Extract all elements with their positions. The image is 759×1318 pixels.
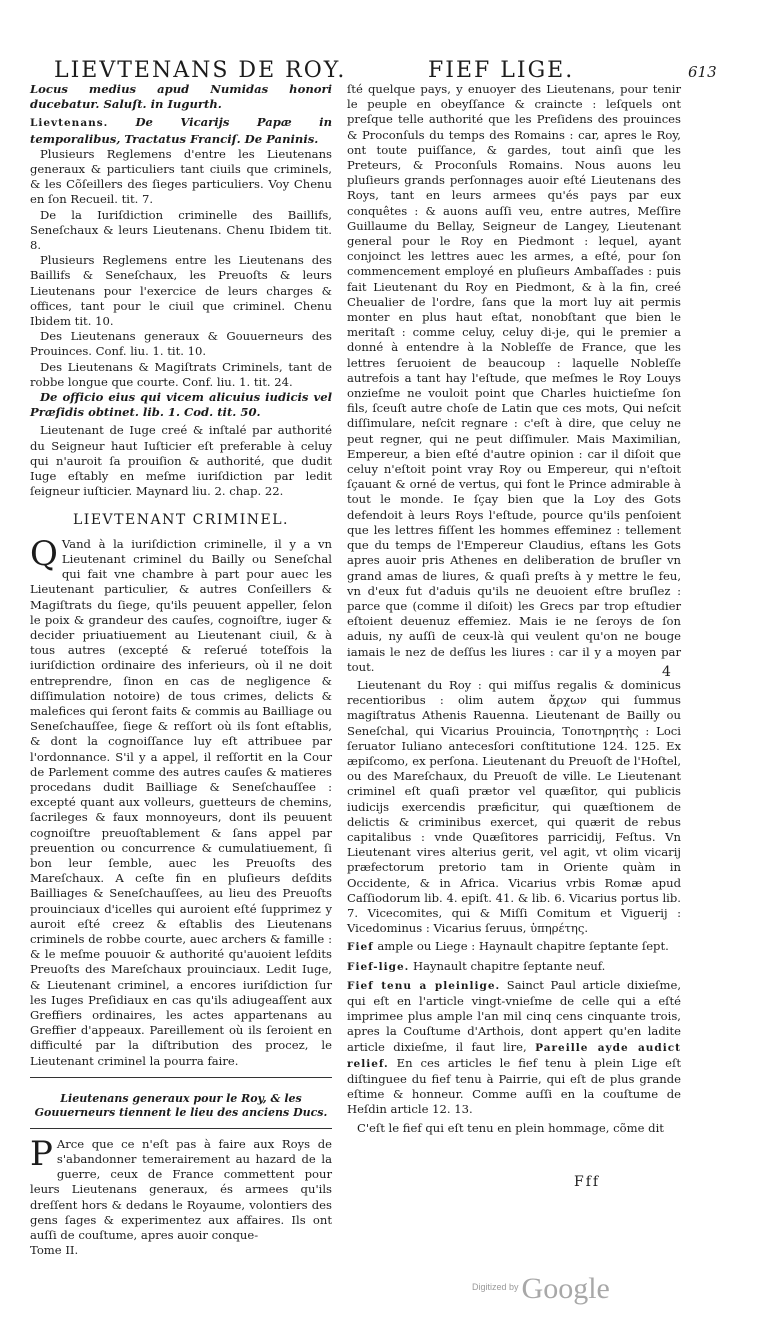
paragraph-roys-text: Arce que ce n'eſt pas à faire aux Roys de s'abandonner temerairement au hazard de la guerre, ceux de France commettent pour leurs Lieutenans generaux, és armees qu'ils dreſſent hors & dedans le Royaume, volontiers des gens ſages & experimentez aux affaires. Ils ont auſſi de couſtume, apres auoir conque-	[30, 1136, 332, 1243]
paragraph-iurisdiction: De la Iuriſdiction criminelle des Baillifs, Seneſchaux & leurs Lieutenans. Chenu Ibidem tit. 8.	[30, 207, 332, 253]
paragraph-criminel	[30, 533, 332, 1069]
margin-mark: 4	[662, 664, 671, 680]
entry-lead: Lievtenans.	[30, 117, 109, 130]
page-number: 613	[688, 63, 717, 81]
google-watermark	[472, 1272, 610, 1306]
paragraph-criminel-text: Vand à la iuriſdiction criminelle, il y a vn Lieutenant criminel du Bailly ou Seneſchal qui fait vne chambre à part pour auec les Lieutenant particulier, & autres Conſeillers & Magiſtrats du ſiege, qu'ils peuuent appeller, ſelon le poix & grandeur des cauſes, cognoiſtre, iuger & decider priuatiuement au Lieutenant ciuil, & à tous autres (excepté & reſerué toteſfois la iuriſdiction ordinaire des inferieurs, où il ne doit entreprendre, ſinon en cas de negligence & diſſimulation notoire) de tous crimes, delicts & malefices qui ſeront faits & commis au Bailliage ou Seneſchauſſee, ſiege & reſſort où ils ſont eſtablis, & dont la cognoiſſance luy eſt attribuee par l'ordonnance. S'il y a appel, il reſſortit en la Cour de Parlement comme des autres cauſes & matieres procedans dudit Bailliage & Seneſchauſſee : excepté quant aux volleurs, guetteurs de chemins, ſacrileges & faux monnoyeurs, dont ils peuuent cognoiſtre preuoſtablement & ſans appel par preuention ou concurrence & cumulatiuement, ſi bon leur ſemble, auec les Preuoſts des Mareſchaux. A ceſte fin en pluſieurs deſdits Bailliages & Seneſchauſſees, au lieu des Preuoſts prouinciaux d'icelles qui auroient eſté ſupprimez y auroit eſté creez & eſtablis des Lieutenans criminels de robbe courte, auec archers & famille : & le meſme pouuoir & authorité qu'auoient leſdits Preuoſts des Mareſchaux prouinciaux. Ledit Iuge, & Lieutenant criminel, a encores iuriſdiction ſur les Iuges Preſidiaux en cas qu'ils adiugeaſſent aux Greffiers ordinaires, les actes appartenans au Greffier d'appeaux. Pareillement où ils ſeroient en difficulté par la diſtribution des procez, le Lieutenant criminel la pourra faire.	[30, 536, 332, 1068]
watermark-small-text: Digitized by	[472, 1282, 519, 1292]
left-column	[30, 82, 332, 1258]
running-head-right: FIEF LIGE.	[428, 58, 575, 83]
paragraph-reglemens-2: Plusieurs Reglemens entre les Lieutenans des Baillifs & Seneſchaux, les Preuoſts & leurs Lieutenans pour l'exercice de leurs charges & offices, tant pour le ciuil que criminel. Chenu Ibidem tit. 10.	[30, 253, 332, 329]
entry-fief-ample	[347, 939, 681, 955]
entry-ref: De Vicarijs Papæ in temporalibus, Tractatus Franciſ. De Paninis.	[30, 115, 333, 146]
paragraph-magistrats: Des Lieutenans & Magiſtrats Criminels, tant de robbe longue que courte. Conf. liu. 1. tit. 24.	[30, 359, 332, 389]
signature-mark: Fff	[574, 1174, 601, 1190]
paragraph-gouverneurs: Des Lieutenans generaux & Gouuerneurs des Prouinces. Conf. liu. 1. tit. 10.	[30, 329, 332, 359]
entry-fief-lige	[347, 959, 681, 975]
paragraph-iuge: Lieutenant de Iuge creé & inſtalé par authorité du Seigneur haut Iuſticier eſt preferable à celuy qui n'auroit ſa prouiſion & authorité, que dudit Iuge eſtably en meſme iuriſdiction par ledit ſeigneur iuſticier. Maynard liu. 2. chap. 22.	[30, 423, 332, 499]
section-divider-2	[30, 1128, 332, 1129]
paragraph-conquete: ſté quelque pays, y enuoyer des Lieutenans, pour tenir le peuple en obeyſſance & craincte : leſquels ont preſque telle authorité que les Preſidens des prouinces & Proconſuls du temps des Romains : car, apres le Roy, ont toute puiſſance, & gardes, tout ainſi que les Preteurs, & Proconſuls Romains. Nous auons leu pluſieurs grands perſonnages auoir eſté Lieutenans des Roys, tant en leurs armees qu'és pays par eux conquêtes : & auons auſſi veu, entre autres, Meſſire Guillaume du Bellay, Seigneur de Langey, Lieutenant general pour le Roy en Piedmont : lequel, ayant conjoinct les lettres auec les armes, a eſté, pour ſon commencement employé en pluſieurs Ambaſſades : puis fait Lieutenant du Roy en Piedmont, & à la fin, creé Cheualier de l'ordre, ſans que la mort luy ait permis monter en plus haut eſtat, nonobſtant que bien le meritaſt : comme celuy, celuy di-je, qui le premier a donné à entendre à la Nobleſſe de France, que les lettres ſeruoient de beaucoup : laquelle Nobleſſe autrefois a tant hay l'eſtude, que meſmes le Roy Louys onzieſme ne vouloit point que Charles huictieſme ſon fils, ſceuſt autre choſe de Latin que ces mots, Qui neſcit diſſimulare, neſcit regnare : c'eſt à dire, que celuy ne peut regner, qui ne peut diſſimuler. Mais Maximilian, Empereur, a bien eſté d'autre opinion : car il diſoit que celuy n'eſtoit point vray Roy ou Empereur, qui n'eſtoit ſçauant & orné de vertus, qui font le Prince admirable à tout le monde. Ie ſçay bien que la Loy des Gots defendoit à leurs Roys l'eſtude, pource qu'ils penſoient que les lettres fiſſent les hommes effeminez : tellement que du temps de l'Empereur Claudius, eſtans les Gots apres auoir pris Athenes en deliberation de bruſler vn grand amas de liures, & quaſi preſts à y mettre le feu, vn d'eux fut d'aduis qu'ils ne deuoient eſtre bruſlez : parce que (comme il diſoit) les Grecs par trop eſtudier eſtoient deuenuz effemiez. Mais ie ne ſeroys de ſon aduis, ny auſſi de ceux-là qui veulent qu'on ne bouge iamais le nez de deſſus les liures : car il y a moyen par tout.	[347, 82, 681, 674]
drop-cap-p: P	[30, 1133, 53, 1174]
subsection-title-ducs: Lieutenans generaux pour le Roy, & les Gouuerneurs tiennent le lieu des anciens Ducs.	[34, 1091, 328, 1119]
section-divider	[30, 1077, 332, 1078]
entry-fief-lige-text: Haynault chapitre ſeptante neuf.	[412, 958, 606, 973]
section-title-criminel: LIEVTENANT CRIMINEL.	[73, 512, 289, 529]
entry-fief-tenu-text: Sainct Paul article dixieſme, qui eſt en l'article vingt-vnieſme de celle qui a eſté imprimee plus ample l'an mil cinq cens cinquante trois, apres la Couſtume d'Arthois, dont appert qu'en ladite article dixieſme, il faut lire,	[347, 977, 682, 1054]
entry-fief-ample-text: ample ou Liege : Haynault chapitre ſeptante ſept.	[377, 939, 669, 954]
paragraph-reglemens-1: Plusieurs Reglemens d'entre les Lieutenans generaux & particuliers tant ciuils que criminels, & les Cõſeillers des ſieges particuliers. Voy Chenu en ſon Recueil. tit. 7.	[30, 146, 332, 207]
watermark-google-text: Google	[521, 1272, 610, 1305]
entry-lievtenans	[30, 115, 332, 146]
entry-fief-tenu	[347, 978, 681, 1118]
entry-fief-tenu-tail: En ces articles le fief tenu à plein Lige eſt diſtinguee du fief tenu à Pairrie, qui eſt de plus grande eſtime & honneur. Comme auſſi en la couſtume de Heſdin article 12. 13.	[347, 1055, 681, 1117]
right-column	[347, 82, 681, 1136]
paragraph-roys	[30, 1133, 332, 1243]
tome-line: Tome II.	[30, 1243, 79, 1258]
quote-sallust: Locus medius apud Numidas honori ducebatur. Saluſt. in Iugurth.	[30, 82, 332, 112]
paragraph-lieutenant-roy: Lieutenant du Roy : qui miſſus regalis & dominicus recentioribus : olim autem ἄρχων qui ſummus magiſtratus Athenis Rauenna. Lieutenant de Bailly ou Seneſchal, qui Vicarius Prouincia, Τοποτηρητὴς : Loci ſeruator Iuliano antecesſori conſtitutione 124. 125. Ex æpiſcomo, ex perſona. Lieutenant du Preuoſt de l'Hoſtel, ou des Mareſchaux, du Preuoſt de ville. Le Lieutenant criminel eſt quaſi prætor vel quæſitor, qui publicis iudicijs exercendis præficitur, qui quæſtionem de delictis & criminibus exercet, qui quærit de rebus capitalibus : vnde Quæſitores parricidij, Feſtus. Vn Lieutenant vires alterius gerit, vel agit, vt olim vicarij præfectorum pretorio tam in Oriente quàm in Occidente, & in Africa. Vicarius vrbis Romæ apud Caſſiodorum lib. 4. epiſt. 41. & lib. 6. Vicarius portus lib. 7. Vicecomites, qui & Miſſi Comitum et Viguerij : Vicedominus : Vicarius ſeruus, ὑπηρέτης.	[347, 677, 681, 936]
entry-lead-fief: Fief	[347, 941, 374, 954]
entry-lead-pareille: Pareille ayde audict relief.	[347, 1041, 681, 1070]
paragraph-de-officio: De officio eius qui vicem alicuius iudicis vel Præſidis obtinet. lib. 1. Cod. tit. 50.	[30, 390, 332, 420]
entry-lead-fief-tenu: Fief tenu a pleinlige.	[347, 979, 501, 992]
drop-cap-q: Q	[30, 533, 58, 574]
running-head-left: LIEVTENANS DE ROY.	[54, 58, 347, 83]
paragraph-plein-hommage: C'eſt le fief qui eſt tenu en plein hommage, cõme dit	[357, 1120, 664, 1135]
entry-lead-fief-lige: Fief-lige.	[347, 960, 410, 973]
